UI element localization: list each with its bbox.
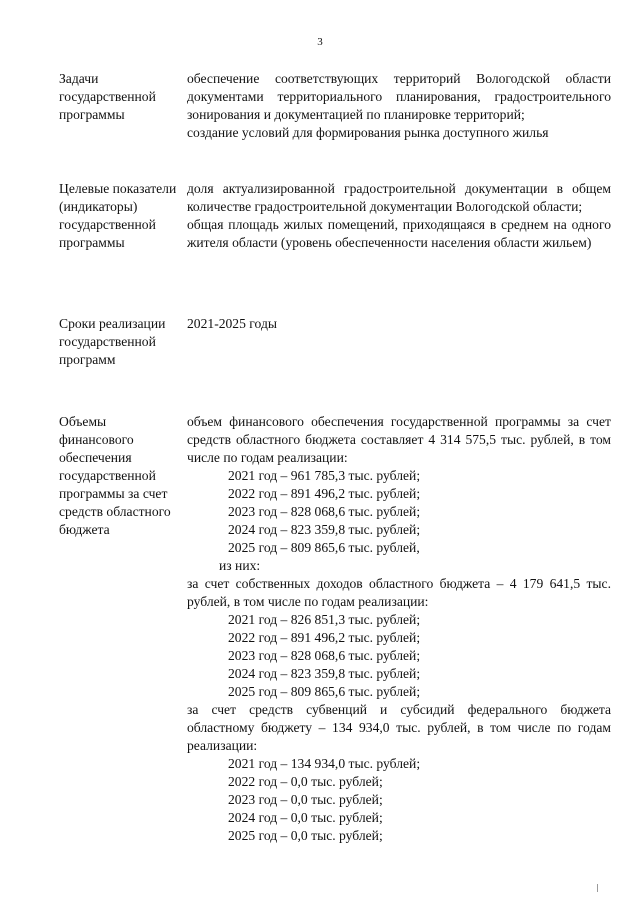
scan-mark — [597, 884, 598, 892]
funding-intro: объем финансового обеспечения государственной программы за счет средств областного бюджета составляет 4 314 575,5 тыс. рублей, в том числе по годам реализации: — [187, 414, 611, 465]
tasks-text-1: обеспечение соответствующих территорий Вологодской области документами территориального планирования, градостроительного зонирования и документацией по планировке территорий; — [187, 71, 611, 122]
funding-total-year-2: 2022 год – 891 496,2 тыс. рублей; — [228, 486, 421, 501]
page-number: 3 — [317, 36, 323, 48]
indicators-content — [187, 180, 611, 252]
indicators-text-2: общая площадь жилых помещений, приходящаяся в среднем на одного жителя области (уровень обеспеченности населения области жильем) — [187, 217, 611, 250]
funding-label: Объемы финансового обеспечения государственной программы за счет средств областного бюджета — [59, 414, 171, 537]
funding-own-year-4: 2024 год – 823 359,8 тыс. рублей; — [228, 666, 421, 681]
tasks-text-2: создание условий для формирования рынка доступного жилья — [187, 125, 549, 140]
tasks-content — [187, 70, 611, 142]
funding-total-year-1: 2021 год – 961 785,3 тыс. рублей; — [228, 468, 421, 483]
tasks-label: Задачи государственной программы — [59, 71, 156, 122]
funding-federal-year-1: 2021 год – 134 934,0 тыс. рублей; — [228, 756, 421, 771]
funding-federal-year-4: 2024 год – 0,0 тыс. рублей; — [228, 810, 383, 825]
funding-total-year-5: 2025 год – 809 865,6 тыс. рублей, — [228, 540, 420, 555]
funding-total-year-3: 2023 год – 828 068,6 тыс. рублей; — [228, 504, 421, 519]
funding-own-year-3: 2023 год – 828 068,6 тыс. рублей; — [228, 648, 421, 663]
indicators-label: Целевые показатели (индикаторы) государственной программы — [59, 181, 177, 250]
funding-total-year-4: 2024 год – 823 359,8 тыс. рублей; — [228, 522, 421, 537]
terms-label: Сроки реализации государственной программ — [59, 316, 166, 367]
funding-federal-intro: за счет средств субвенций и субсидий федерального бюджета областному бюджету – 134 934,0 тыс. рублей, в том числе по годам реализации: — [187, 702, 611, 753]
terms-content — [187, 315, 611, 333]
funding-federal-year-2: 2022 год – 0,0 тыс. рублей; — [228, 774, 383, 789]
funding-own-year-2: 2022 год – 891 496,2 тыс. рублей; — [228, 630, 421, 645]
funding-own-year-1: 2021 год – 826 851,3 тыс. рублей; — [228, 612, 421, 627]
indicators-text-1: доля актуализированной градостроительной документации в общем количестве градостроительной документации Вологодской области; — [187, 181, 611, 214]
funding-content — [187, 413, 611, 845]
funding-federal-year-5: 2025 год – 0,0 тыс. рублей; — [228, 828, 383, 843]
funding-of-which: из них: — [219, 558, 261, 573]
funding-own-intro: за счет собственных доходов областного бюджета – 4 179 641,5 тыс. рублей, в том числе по годам реализации: — [187, 576, 611, 609]
funding-federal-year-3: 2023 год – 0,0 тыс. рублей; — [228, 792, 383, 807]
funding-own-year-5: 2025 год – 809 865,6 тыс. рублей; — [228, 684, 421, 699]
terms-text: 2021-2025 годы — [187, 316, 277, 331]
